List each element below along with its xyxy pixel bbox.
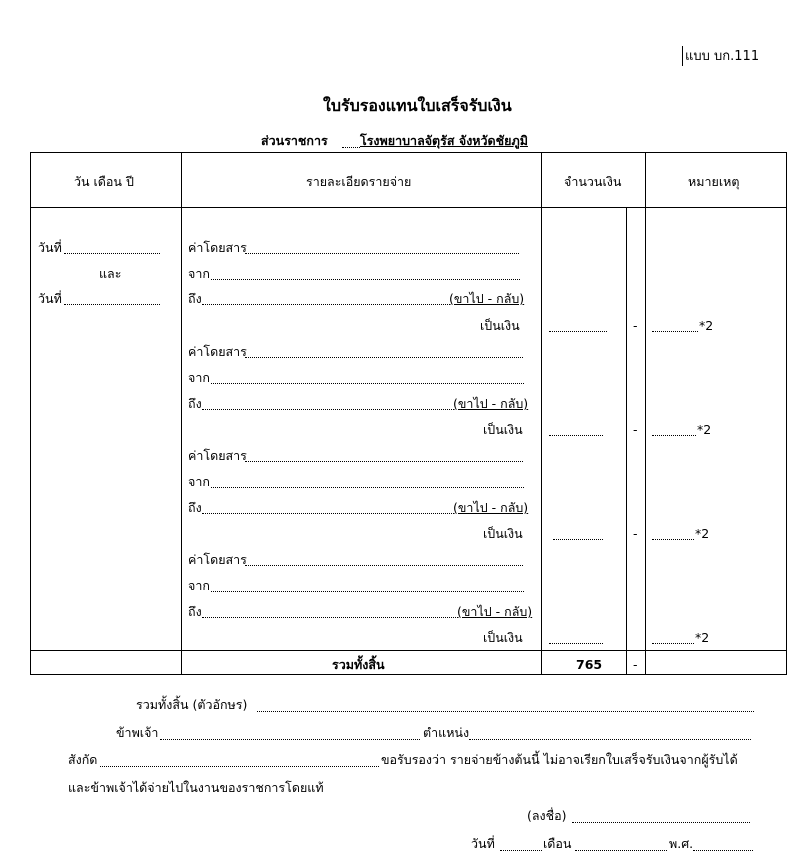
date-and-label: และ <box>99 266 122 281</box>
date-field-2[interactable] <box>64 304 160 305</box>
agency-label: ส่วนราชการ <box>261 133 328 148</box>
amount-label: เป็นเงิน <box>483 526 523 541</box>
date-label-2: วันที่ <box>38 291 62 306</box>
affiliation-label: สังกัด <box>68 752 98 767</box>
note-value: *2 <box>695 630 710 645</box>
position-field[interactable] <box>469 739 751 740</box>
certify-text: ขอรับรองว่า รายจ่ายข้างต้นนี้ ไม่อาจเรียกใบเสร็จรับเงินจากผู้รับได้ <box>381 752 738 767</box>
sign-label: (ลงชื่อ) <box>527 808 567 823</box>
from-label: จาก <box>188 578 210 593</box>
text-cursor <box>682 46 683 66</box>
trip-label: (ขาไป - กลับ) <box>453 396 529 411</box>
fare-field[interactable] <box>245 565 523 566</box>
trip-label: (ขาไป - กลับ) <box>457 604 533 619</box>
note-value: *2 <box>699 318 714 333</box>
affiliation-field[interactable] <box>100 766 379 767</box>
header-amount: จำนวนเงิน <box>564 174 622 189</box>
agency-name: โรงพยาบาลจัตุรัส จังหวัดชัยภูมิ <box>360 133 528 148</box>
to-field[interactable] <box>202 513 452 514</box>
total-amount: 765 <box>576 657 603 672</box>
trip-label: (ขาไป - กลับ) <box>449 291 525 306</box>
amount-label: เป็นเงิน <box>483 422 523 437</box>
date-label-1: วันที่ <box>38 240 62 255</box>
signature-field[interactable] <box>572 822 750 823</box>
date-field-1[interactable] <box>64 253 160 254</box>
sign-date-label: วันที่ <box>471 836 495 851</box>
form-title: ใบรับรองแทนใบเสร็จรับเงิน <box>323 96 512 115</box>
to-label: ถึง <box>188 604 202 619</box>
header-date: วัน เดือน ปี <box>74 174 134 189</box>
cents-value: - <box>633 318 638 333</box>
fare-field[interactable] <box>245 461 523 462</box>
total-cents: - <box>633 657 638 672</box>
name-field[interactable] <box>160 739 420 740</box>
certify-text-2: และข้าพเจ้าได้จ่ายไปในงานของราชการโดยแท้ <box>68 780 324 795</box>
trip-label: (ขาไป - กลับ) <box>453 500 529 515</box>
header-remark: หมายเหตุ <box>688 174 740 189</box>
to-label: ถึง <box>188 291 202 306</box>
cents-value: - <box>633 422 638 437</box>
from-label: จาก <box>188 370 210 385</box>
amount-label: เป็นเงิน <box>483 630 523 645</box>
sign-month-label: เดือน <box>543 836 572 851</box>
form-code: แบบ บก.111 <box>685 49 760 64</box>
from-field[interactable] <box>211 383 524 384</box>
amount-field[interactable] <box>549 643 603 644</box>
sign-year-field[interactable] <box>693 850 753 851</box>
sign-year-label: พ.ศ. <box>669 836 694 851</box>
amount-field[interactable] <box>549 435 603 436</box>
note-value: *2 <box>697 422 712 437</box>
note-field[interactable] <box>652 331 698 332</box>
to-label: ถึง <box>188 500 202 515</box>
fare-label: ค่าโดยสาร <box>188 344 247 359</box>
amount-field[interactable] <box>549 331 607 332</box>
note-field[interactable] <box>652 643 694 644</box>
total-text-label: รวมทั้งสิ้น (ตัวอักษร) <box>136 697 248 712</box>
cents-value: - <box>633 526 638 541</box>
fare-field[interactable] <box>245 357 523 358</box>
from-field[interactable] <box>211 487 524 488</box>
fare-field[interactable] <box>245 253 519 254</box>
header-details: รายละเอียดรายจ่าย <box>306 174 412 189</box>
amount-label: เป็นเงิน <box>480 318 520 333</box>
to-label: ถึง <box>188 396 202 411</box>
amount-field[interactable] <box>553 539 603 540</box>
sign-month-field[interactable] <box>575 850 667 851</box>
fare-label: ค่าโดยสาร <box>188 240 247 255</box>
total-label: รวมทั้งสิ้น <box>332 657 385 672</box>
fare-label: ค่าโดยสาร <box>188 448 247 463</box>
note-field[interactable] <box>652 539 694 540</box>
total-text-field[interactable] <box>257 711 754 712</box>
to-field[interactable] <box>202 304 448 305</box>
from-label: จาก <box>188 266 210 281</box>
to-field[interactable] <box>202 409 452 410</box>
fare-label: ค่าโดยสาร <box>188 552 247 567</box>
agency-dots <box>342 147 360 148</box>
from-field[interactable] <box>211 591 524 592</box>
to-field[interactable] <box>202 617 456 618</box>
note-field[interactable] <box>652 435 696 436</box>
note-value: *2 <box>695 526 710 541</box>
sign-day-field[interactable] <box>500 850 542 851</box>
from-field[interactable] <box>211 279 520 280</box>
name-label: ข้าพเจ้า <box>116 725 159 740</box>
position-label: ตำแหน่ง <box>423 725 470 740</box>
from-label: จาก <box>188 474 210 489</box>
